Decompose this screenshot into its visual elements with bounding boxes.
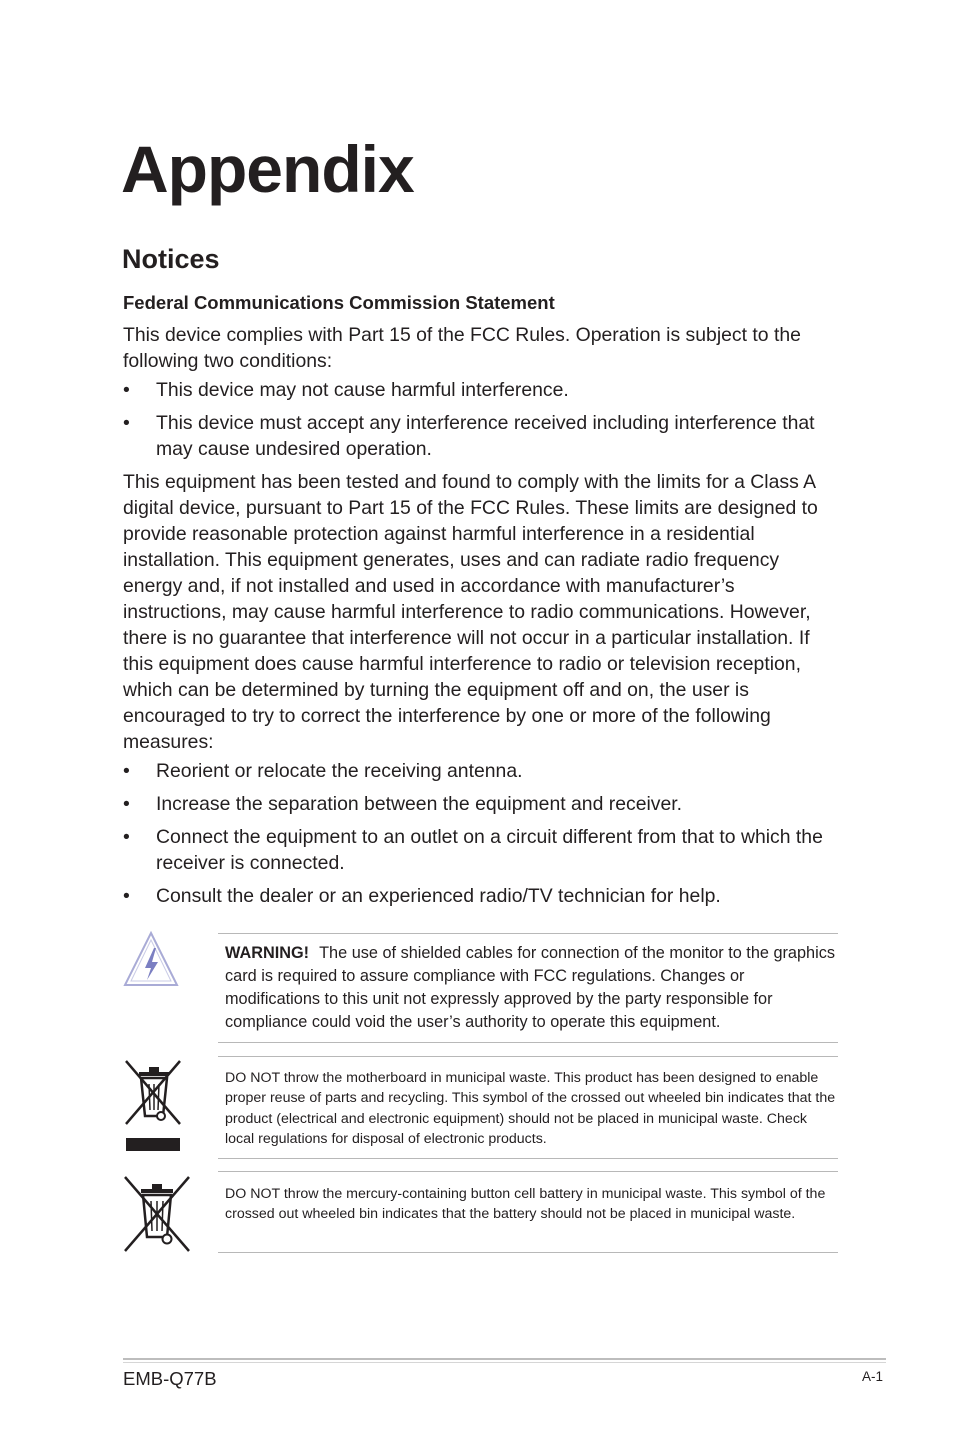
measure-text: Increase the separation between the equipment and receiver. <box>156 793 683 815</box>
bullet: • <box>123 412 130 434</box>
bullet: • <box>123 760 130 782</box>
fcc-intro: This device complies with Part 15 of the FCC Rules. Operation is subject to the following two conditions: <box>123 324 801 372</box>
warning-note-text <box>218 934 838 1034</box>
warning-text: The use of shielded cables for connection of the monitor to the graphics card is required to assure compliance with FCC regulations. Changes or modifications to this unit not expressly approved by the party responsible for compliance could void the user’s authority to operate this equipment. <box>225 944 835 1031</box>
condition-text: This device must accept any interference received including interference that may cause undesired operation. <box>156 412 815 460</box>
weee-text: DO NOT throw the motherboard in municipal waste. This product has been designed to enable proper reuse of parts and recycling. This symbol of the crossed out wheeled bin indicates that the product (electrical and electronic equipment) should not be placed in municipal waste. Check local regulations for disposal of electronic products. <box>225 1070 836 1147</box>
warning-note <box>218 933 838 1043</box>
warning-triangle-icon <box>123 930 179 993</box>
crossed-bin-battery-icon <box>123 1175 191 1258</box>
weee-note <box>218 1056 838 1159</box>
footer-rule <box>123 1358 886 1360</box>
warning-label: WARNING! <box>225 944 310 962</box>
list-item <box>123 758 838 784</box>
measure-text: Connect the equipment to an outlet on a circuit different from that to which the receiver is connected. <box>156 826 823 874</box>
measure-text: Consult the dealer or an experienced radio/TV technician for help. <box>156 885 721 907</box>
bullet: • <box>123 826 130 848</box>
list-item <box>123 410 838 462</box>
measure-text: Reorient or relocate the receiving antenna. <box>156 760 523 782</box>
subsection-heading: Federal Communications Commission Statement <box>123 292 555 313</box>
crossed-bin-icon <box>123 1058 183 1159</box>
footer-model: EMB-Q77B <box>123 1368 217 1389</box>
battery-text: DO NOT throw the mercury-containing button cell battery in municipal waste. This symbol of the crossed out wheeled bin indicates that the battery should not be placed in municipal waste. <box>225 1186 826 1223</box>
condition-text: This device may not cause harmful interference. <box>156 379 569 401</box>
list-item <box>123 883 838 909</box>
conditions-list <box>123 377 838 469</box>
footer-rule-thin <box>123 1362 886 1363</box>
list-item <box>123 824 838 876</box>
measures-list <box>123 758 838 916</box>
fcc-body: This equipment has been tested and found to comply with the limits for a Class A digital device, pursuant to Part 15 of the FCC Rules. These limits are designed to provide reasonable protection against harmful interference in a residential installation. This equipment generates, uses and can radiate radio frequency energy and, if not installed and used in accordance with manufacturer’s instructions, may cause harmful interference to radio communications. However, there is no guarantee that interference will not occur in a particular installation. If this equipment does cause harmful interference to radio or television reception, which can be determined by turning the equipment off and on, the user is encouraged to try to correct the interference by one or more of the following measures: <box>123 471 818 753</box>
page-title: Appendix <box>121 132 414 206</box>
bullet: • <box>123 885 130 907</box>
list-item <box>123 791 838 817</box>
page-number: A-1 <box>862 1369 884 1384</box>
battery-note <box>218 1171 838 1253</box>
section-heading: Notices <box>122 244 220 274</box>
bullet: • <box>123 793 130 815</box>
list-item <box>123 377 838 403</box>
bullet: • <box>123 379 130 401</box>
